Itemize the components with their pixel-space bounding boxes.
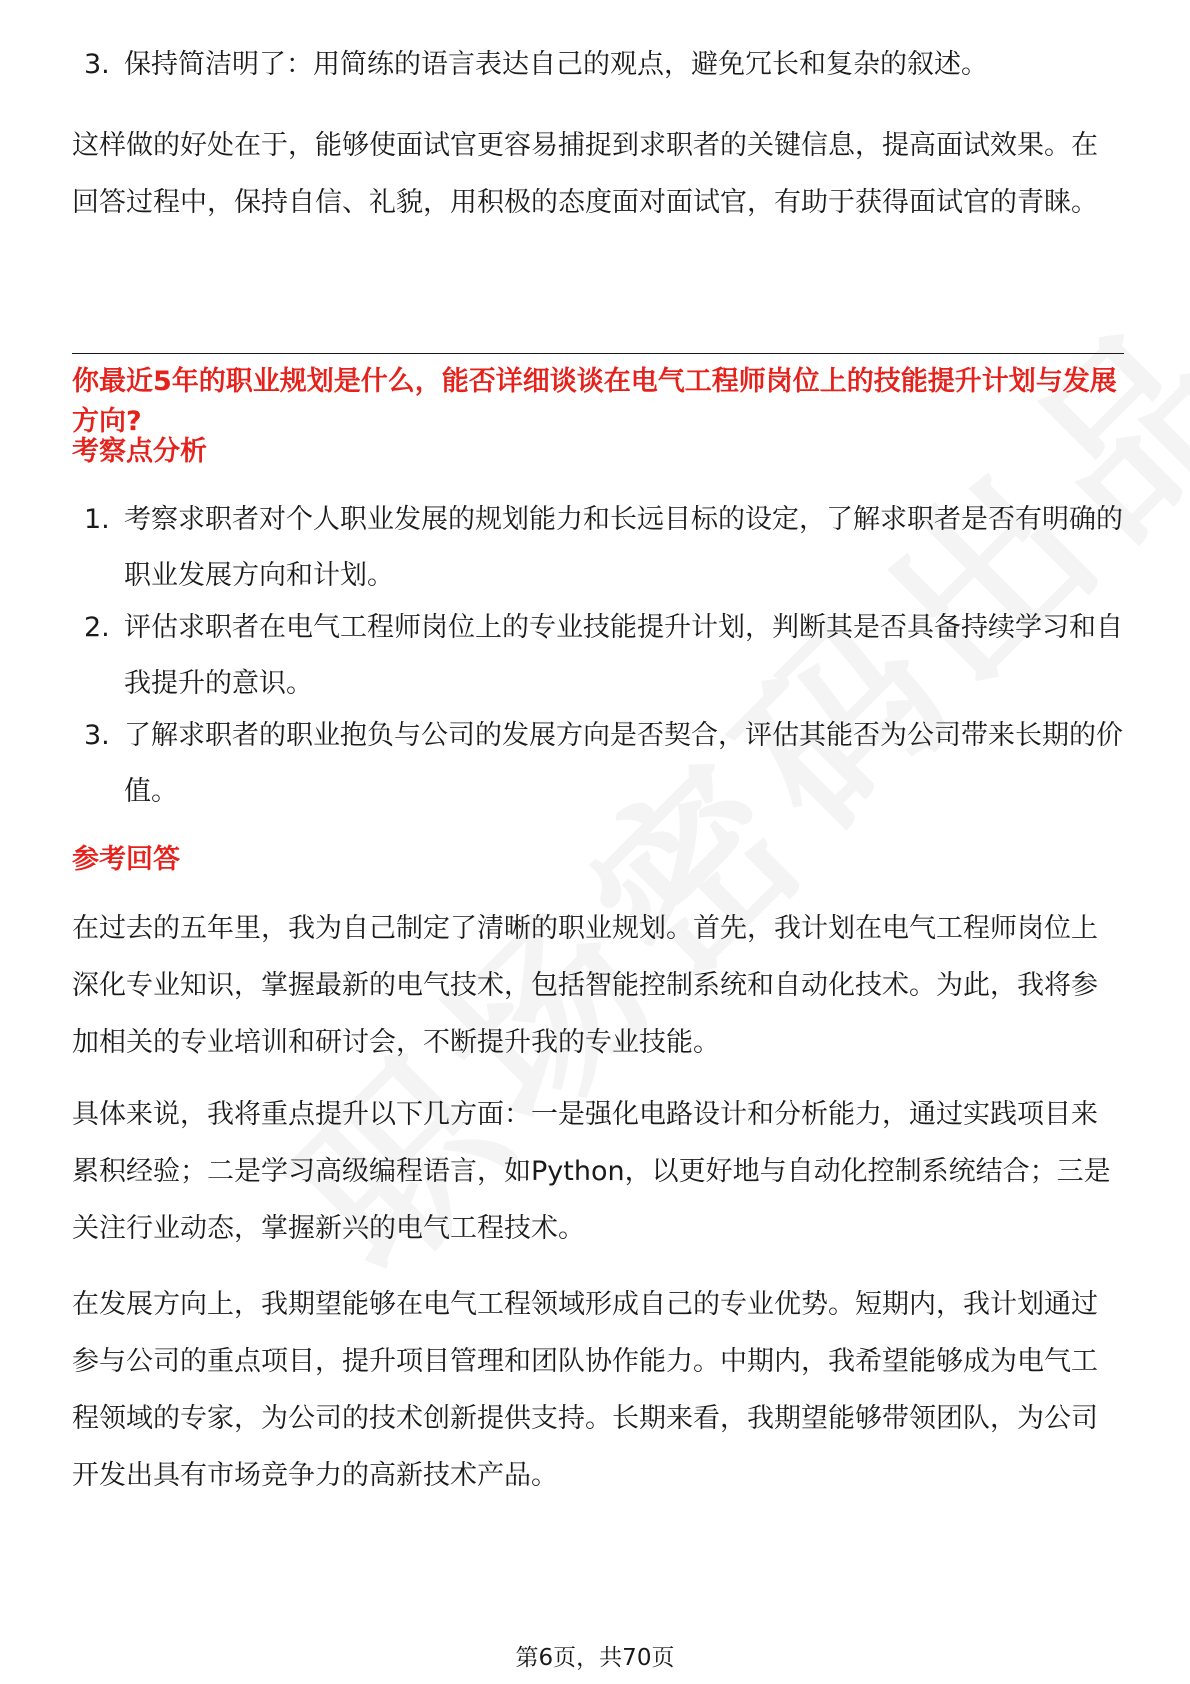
list-number: 2.: [84, 612, 110, 643]
list-number: 3.: [84, 720, 110, 751]
list-text: 保持简洁明了：用简练的语言表达自己的观点，避免冗长和复杂的叙述。: [124, 49, 988, 80]
list-number: 3.: [84, 49, 110, 80]
section-divider: [72, 353, 1124, 354]
answer-paragraph-3: 在发展方向上，我期望能够在电气工程领域形成自己的专业优势。短期内，我计划通过参与公司的重点项目，提升项目管理和团队协作能力。中期内，我希望能够成为电气工程领域的专家，为公司的技术创新提供支持。长期来看，我期望能够带领团队，为公司开发出具有市场竞争力的高新技术产品。: [72, 1289, 1098, 1491]
intro-paragraph: 这样做的好处在于，能够使面试官更容易捕捉到求职者的关键信息，提高面试效果。在回答过程中，保持自信、礼貌，用积极的态度面对面试官，有助于获得面试官的青睐。: [72, 130, 1098, 218]
list-text: 评估求职者在电气工程师岗位上的专业技能提升计划，判断其是否具备持续学习和自我提升的意识。: [124, 612, 1123, 699]
answer-paragraph-1: 在过去的五年里，我为自己制定了清晰的职业规划。首先，我计划在电气工程师岗位上深化专业知识，掌握最新的电气技术，包括智能控制系统和自动化技术。为此，我将参加相关的专业培训和研讨会，不断提升我的专业技能。: [72, 913, 1098, 1058]
list-text: 考察求职者对个人职业发展的规划能力和长远目标的设定，了解求职者是否有明确的职业发展方向和计划。: [124, 504, 1123, 591]
answer-heading: 参考回答: [72, 844, 180, 875]
list-text: 了解求职者的职业抱负与公司的发展方向是否契合，评估其能否为公司带来长期的价值。: [124, 720, 1123, 807]
page-number-footer: 第6页，共70页: [515, 1645, 675, 1671]
list-number: 1.: [84, 504, 110, 535]
answer-paragraph-2: 具体来说，我将重点提升以下几方面：一是强化电路设计和分析能力，通过实践项目来累积经验；二是学习高级编程语言，如Python，以更好地与自动化控制系统结合；三是关注行业动态，掌握新兴的电气工程技术。: [72, 1099, 1111, 1244]
analysis-heading: 考察点分析: [72, 436, 207, 467]
question-title: 你最近5年的职业规划是什么，能否详细谈谈在电气工程师岗位上的技能提升计划与发展方向?: [72, 366, 1117, 437]
